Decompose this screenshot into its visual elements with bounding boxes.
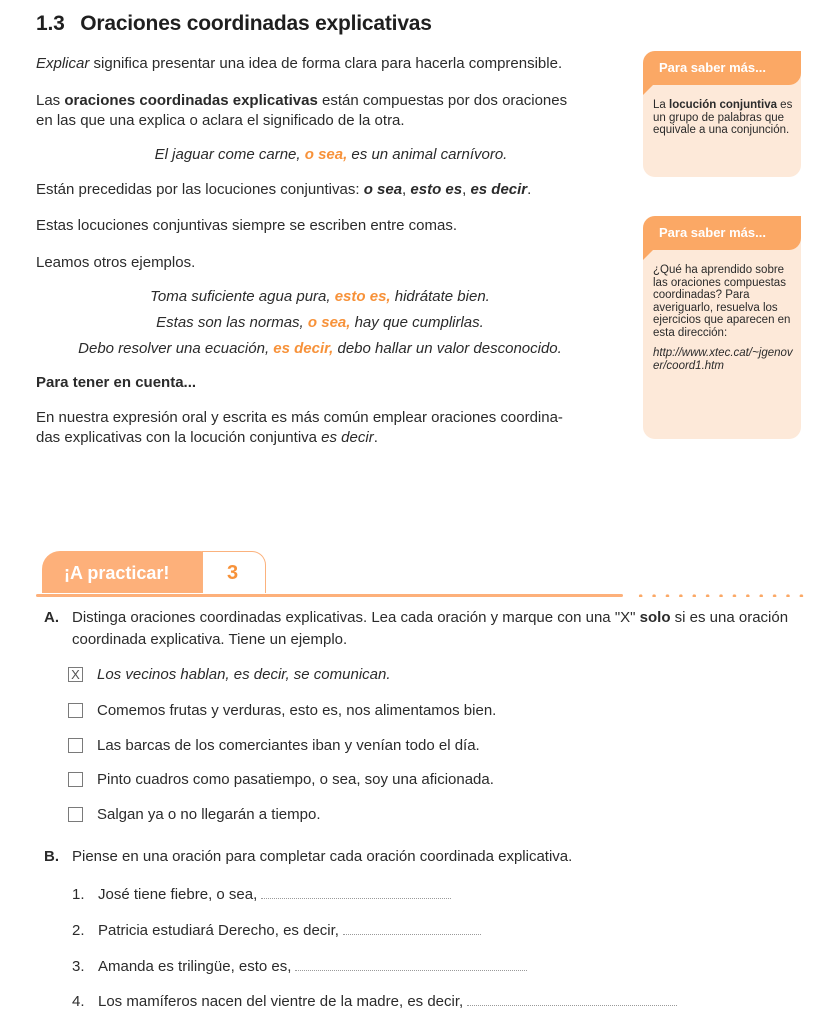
answer-blank[interactable] [295,970,527,971]
section-title [36,12,432,36]
example-1 [20,287,620,307]
term-bold: locución conjuntiva [669,99,777,111]
note-heading: Para tener en cuenta... [36,374,197,391]
checkbox-item[interactable] [68,737,480,754]
checkbox[interactable] [68,703,83,718]
item-prompt: Los mamíferos nacen del vientre de la madre, es decir, [98,993,464,1010]
term-italic: Explicar [36,55,90,72]
checkbox-label: Pinto cuadros como pasatiempo, o sea, soy una aficionada. [97,771,494,788]
item-number: 4. [72,993,85,1010]
checkbox-item[interactable] [68,806,320,823]
checkbox-label: Los vecinos hablan, es decir, se comunican. [97,666,391,683]
section-title-text: Oraciones coordinadas explicativas [80,12,432,35]
example-3 [20,339,620,359]
checkbox-item[interactable] [68,771,494,788]
text: Estas son las normas, [156,314,308,331]
text: están compuestas por dos oraciones [317,92,568,109]
text: Debo resolver una ecuación, [78,340,274,357]
text: . [373,429,378,446]
text: ¿Qué ha aprendido sobre las oraciones compuestas coordinadas? Para averiguarlo, resuelva los ejercicios que aparecen en esta dirección: [653,264,791,339]
answer-blank[interactable] [467,1005,677,1006]
text: debo hallar un valor desconocido. [333,340,562,357]
exercise-a-instruction [44,607,799,651]
paragraph-commas: Estas locuciones conjuntivas siempre se escriben entre comas. [36,217,458,234]
exercise-b-instruction [44,848,572,865]
note-body [36,408,636,448]
connector-highlight: es decir, [273,340,334,357]
checkbox[interactable] [68,772,83,787]
text: hidrátate bien. [390,288,490,305]
fill-item [72,886,451,903]
text: es un grupo de palabras que equivale a una conjunción. [653,99,793,136]
text: das explicativas con la locución conjuntiva [36,429,322,446]
answer-blank[interactable] [343,934,481,935]
term-bold: oraciones coordinadas explicativas [64,92,318,109]
fill-item [72,958,527,975]
separator: . [527,181,532,198]
connector-highlight: o sea, [304,146,348,163]
sidebar-box-heading: Para saber más... [643,51,801,85]
item-number: 1. [72,886,85,903]
practice-tab-label: ¡A practicar! [42,551,214,593]
text: En nuestra expresión oral y escrita es más común emplear oraciones coordina- [36,409,563,426]
practice-tab-number: 3 [202,551,266,593]
text: Distinga oraciones coordinadas explicativas. Lea cada oración y marque con una "X" [72,609,640,626]
text: es un animal carnívoro. [347,146,508,163]
paragraph-explanation [36,91,626,131]
paragraph-locutions [36,180,531,200]
divider-solid [36,594,623,597]
divider-dotted [634,594,804,597]
item-prompt: Patricia estudiará Derecho, es decir, [98,922,339,939]
checkbox-label: Salgan ya o no llegarán a tiempo. [97,806,321,823]
connector-highlight: esto es, [334,288,391,305]
fill-item [72,922,481,939]
item-prompt: Amanda es trilingüe, esto es, [98,958,292,975]
sidebar-box-body [643,250,801,382]
connector-highlight: o sea, [307,314,351,331]
checkbox[interactable] [68,738,83,753]
term-italic: es decir [321,429,374,446]
checkbox-item[interactable] [68,702,496,719]
separator: , [462,181,471,198]
sidebar-box-definition [643,51,801,177]
item-number: 2. [72,922,85,939]
locution: es decir [470,181,528,198]
example-2 [20,313,620,333]
example-sentence [36,145,626,165]
checkbox-checked[interactable]: X [68,667,83,682]
checkbox-label: Las barcas de los comerciantes iban y venían todo el día. [97,737,480,754]
text: Piense en una oración para completar cada oración coordinada explicativa. [72,848,573,865]
item-prompt: José tiene fiebre, o sea, [98,886,258,903]
paragraph-lead-in: Leamos otros ejemplos. [36,254,196,271]
checkbox-item[interactable] [68,666,391,683]
separator: , [402,181,411,198]
text: Están precedidas por las locuciones conjuntivas: [36,181,364,198]
exercise-letter: A. [44,609,59,626]
exercise-letter: B. [44,848,59,865]
text: hay que cumplirlas. [350,314,484,331]
fill-item [72,993,677,1010]
text: significa presentar una idea de forma clara para hacerla comprensible. [89,55,563,72]
checkbox-label: Comemos frutas y verduras, esto es, nos alimentamos bien. [97,702,497,719]
section-number: 1.3 [36,12,65,35]
text: en las que una explica o aclara el significado de la otra. [36,112,405,129]
text: El jaguar come carne, [154,146,305,163]
sidebar-box-heading: Para saber más... [643,216,801,250]
text: La [653,99,669,111]
text [72,607,792,651]
locution: o sea [363,181,403,198]
emphasis: solo [639,609,671,626]
sidebar-box-body [643,85,801,147]
text: Las [36,92,65,109]
locution: esto es [410,181,463,198]
paragraph-definition [36,54,562,74]
resource-link[interactable]: http://www.xtec.cat/~jgenover/coord1.htm [653,347,793,372]
sidebar-box-resources [643,216,801,439]
answer-blank[interactable] [261,898,451,899]
text: Toma suficiente agua pura, [150,288,335,305]
checkbox[interactable] [68,807,83,822]
item-number: 3. [72,958,85,975]
text: si es una oración coordinada explicativa. Tiene un ejemplo. [72,609,789,648]
